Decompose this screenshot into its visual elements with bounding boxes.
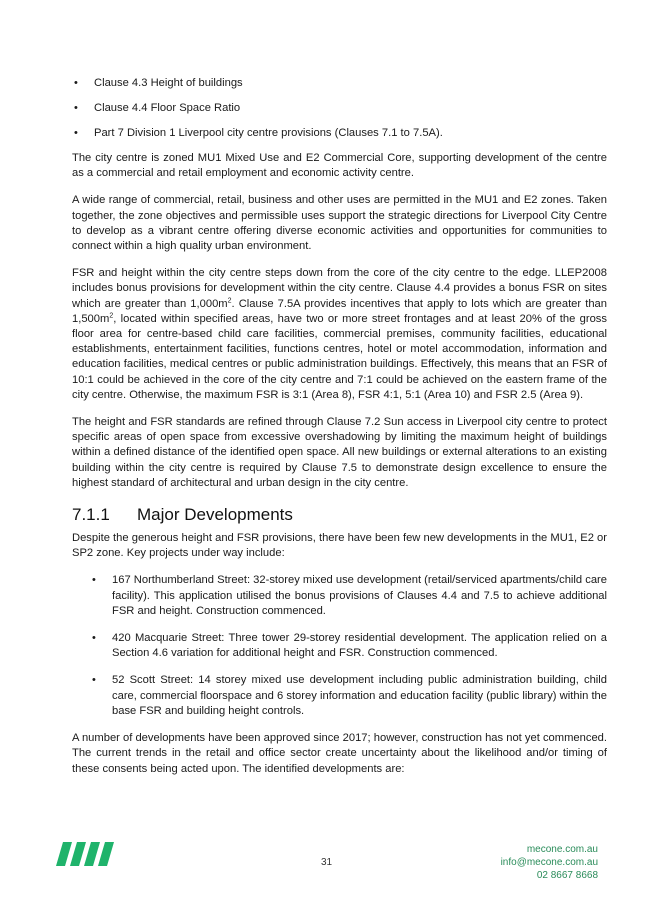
phone-number: 02 8667 8668 (536, 870, 598, 881)
list-item-text: Clause 4.4 Floor Space Ratio (94, 102, 241, 114)
paragraph-permitted-uses: A wide range of commercial, retail, business and other uses are permitted in the MU1 and E2 zones. Taken together, the zone objectives and permissible uses support the strategic directions for Liverpool City Centre to develop as a vibrant centre offering diverse economic activities and opportunities for communities to connect within a high quality urban environment. (72, 194, 607, 253)
bullet-icon: • (74, 102, 78, 114)
superscript: 2 (109, 312, 114, 320)
page-number: 31 (320, 857, 333, 868)
bullet-icon: • (92, 674, 96, 687)
page-content (72, 76, 607, 789)
section-heading (72, 505, 607, 525)
list-item (90, 673, 607, 719)
bullet-icon: • (74, 77, 78, 89)
list-item (90, 573, 607, 619)
paragraph-text: FSR and height within the city centre steps down from the core of the city centre to the edge. LLEP2008 includes bonus provisions for development within the city centre. Clause 4.4 provides a bonus FSR on sites which are greater than 1,000m (72, 267, 607, 310)
paragraph-approved-developments: A number of developments have been approved since 2017; however, construction has not yet commenced. The current trends in the retail and office sector create uncertainty about the likelihood and/or timing of these consents being acted upon. The identified developments are: (72, 732, 607, 775)
paragraph-text: . Clause 7.5A provides incentives that apply to lots which are greater than 1,500m (72, 297, 607, 325)
list-item (72, 101, 607, 116)
paragraph-text: , located within specified areas, have two or more street frontages and at least 20% of the gross floor area for centre-based child care facilities, commercial premises, community facilities, educational establishments, entertainment facilities, functions centres, hotel or motel accommodation, information and education facilities, medical centres or public administration buildings. Effectively, this means that an FSR of 10:1 could be achieved in the core of the city centre and 7:1 could be achieved on the eastern frame of the city centre. Otherwise, the maximum FSR is 3:1 (Area 8), FSR 4:1, 5:1 (Area 10) and FSR 2.5 (Area 9). (72, 312, 607, 401)
list-item-text: 167 Northumberland Street: 32-storey mixed use development (retail/serviced apartments/child care facility). This application utilised the bonus provisions of Clauses 4.4 and 7.5 to achieve additional FSR and height. Construction commenced. (112, 574, 607, 617)
website-link[interactable]: mecone.com.au (526, 844, 598, 855)
bullet-icon: • (92, 574, 96, 587)
clause-list (72, 76, 607, 141)
list-item (72, 126, 607, 141)
superscript: 2 (227, 296, 232, 304)
bullet-icon: • (74, 127, 78, 139)
paragraph-developments-intro: Despite the generous height and FSR provisions, there have been few new developments in the MU1, E2 or SP2 zone. Key projects under way include: (72, 532, 607, 560)
list-item-text: Clause 4.3 Height of buildings (94, 77, 243, 89)
section-number: 7.1.1 (72, 505, 110, 525)
paragraph-fsr-height (72, 266, 607, 403)
list-item (90, 631, 607, 661)
project-list (72, 573, 607, 719)
list-item-text: Part 7 Division 1 Liverpool city centre provisions (Clauses 7.1 to 7.5A). (94, 127, 443, 139)
list-item (72, 76, 607, 91)
bullet-icon: • (92, 632, 96, 645)
contact-block (501, 843, 598, 882)
list-item-text: 52 Scott Street: 14 storey mixed use development including public administration building, child care, commercial floorspace and 6 storey information and education facility (public library) within the base FSR and building height controls. (112, 674, 607, 717)
paragraph-sun-access: The height and FSR standards are refined through Clause 7.2 Sun access in Liverpool city centre to protect specific areas of open space from excessive overshadowing by limiting the maximum height of buildings within a defined distance of the identified open space. All new buildings or external alterations to an existing building within the city centre is required by Clause 7.5 to demonstrate design excellence to ensure the highest standard of architectural and urban design in the city centre. (72, 416, 607, 489)
email-link[interactable]: info@mecone.com.au (500, 857, 598, 868)
section-title: Major Developments (137, 505, 293, 525)
paragraph-zoning: The city centre is zoned MU1 Mixed Use and E2 Commercial Core, supporting development of the centre as a commercial and retail employment and economic activity centre. (72, 152, 607, 180)
list-item-text: 420 Macquarie Street: Three tower 29-storey residential development. The application relied on a Section 4.6 variation for additional height and FSR. Construction commenced. (112, 632, 607, 660)
